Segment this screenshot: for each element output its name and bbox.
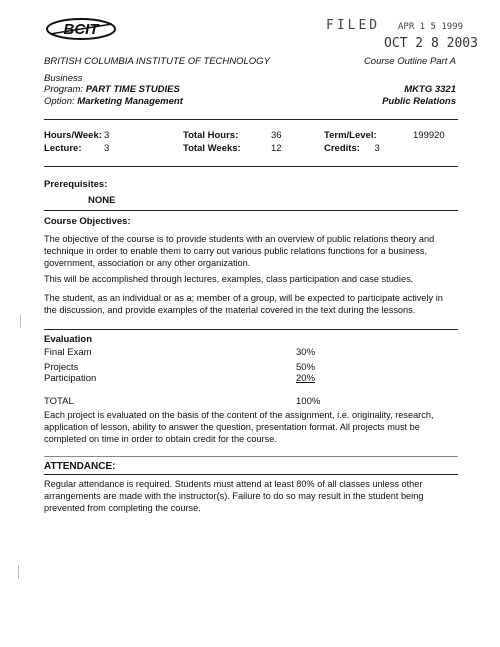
objectives-paragraph-3: The student, as an individual or as a; member of a group, will be expected to participate actively in the discussion, and provide examples of the material covered in the text during the lessons. bbox=[44, 293, 443, 315]
program-label: Program: bbox=[44, 84, 84, 95]
eval-row-total bbox=[44, 396, 344, 407]
program-value: PART TIME STUDIES bbox=[85, 84, 180, 95]
term-value: 199920 bbox=[413, 130, 445, 141]
eval-row-projects bbox=[44, 362, 344, 373]
evaluation-divider bbox=[44, 456, 458, 457]
credits-label: Credits: bbox=[324, 143, 360, 154]
prerequisites-value: NONE bbox=[88, 195, 116, 206]
eval-value: 20% bbox=[296, 373, 316, 384]
objectives-paragraph-2: This will be accomplished through lectures, examples, class participation and case studies. bbox=[44, 274, 414, 284]
term-label: Term/Level: bbox=[324, 130, 377, 141]
attendance-heading: ATTENDANCE: bbox=[44, 461, 116, 472]
filed-date: APR 1 5 1999 bbox=[398, 22, 464, 32]
svg-text:BCIT: BCIT bbox=[63, 21, 99, 38]
option-line bbox=[44, 96, 183, 107]
course-info bbox=[44, 130, 445, 154]
info-divider bbox=[44, 166, 458, 167]
lecture-value: 3 bbox=[104, 143, 110, 154]
eval-row-final-exam bbox=[44, 347, 344, 358]
eval-label: Participation bbox=[44, 373, 97, 384]
option-label: Option: bbox=[44, 96, 75, 107]
total-weeks-value: 12 bbox=[271, 143, 282, 154]
eval-value: 30% bbox=[296, 347, 316, 358]
eval-label: Final Exam bbox=[44, 347, 92, 358]
hours-week-label: Hours/Week: bbox=[44, 130, 102, 141]
header-divider bbox=[44, 119, 458, 120]
evaluation-note: Each project is evaluated on the basis of the content of the assignment, i.e. originality, research, application of lesson, ability to answer the question, presentation format. All projects must be completed on time in order to obtain credit for the course. bbox=[44, 410, 434, 444]
attendance-underline bbox=[44, 474, 458, 475]
scan-mark bbox=[20, 315, 21, 327]
program-line bbox=[44, 84, 180, 95]
attendance-text: Regular attendance is required. Students must attend at least 80% of all classes unless other arrangements are made with the instructor(s). Failure to do so may result in the student being prevented from completing the course. bbox=[44, 479, 424, 513]
hours-week-value: 3 bbox=[104, 130, 110, 141]
institute-name: BRITISH COLUMBIA INSTITUTE OF TECHNOLOGY bbox=[44, 56, 270, 67]
objectives-divider bbox=[44, 329, 458, 330]
prereq-divider bbox=[44, 210, 458, 211]
received-date: OCT 2 8 2003 bbox=[384, 36, 478, 51]
lecture-label: Lecture: bbox=[44, 143, 82, 154]
total-weeks-label: Total Weeks: bbox=[183, 143, 241, 154]
eval-value: 50% bbox=[296, 362, 316, 373]
eval-row-participation bbox=[44, 373, 344, 384]
eval-total-value: 100% bbox=[296, 396, 321, 407]
filed-stamp bbox=[326, 18, 380, 33]
objectives-heading: Course Objectives: bbox=[44, 216, 131, 227]
option-value: Marketing Management bbox=[77, 96, 183, 107]
scan-mark bbox=[18, 565, 19, 579]
bcit-logo bbox=[44, 16, 118, 42]
eval-label: Projects bbox=[44, 362, 79, 373]
course-title: Public Relations bbox=[382, 96, 456, 107]
total-hours-value: 36 bbox=[271, 130, 282, 141]
school-name: Business bbox=[44, 73, 83, 84]
objectives-paragraph-1: The objective of the course is to provide students with an overview of public relations theory and technique in order to enable them to carry out various public relations functions for a business, government, association or any other organization. bbox=[44, 234, 435, 268]
credits-value: 3 bbox=[374, 143, 380, 154]
course-code: MKTG 3321 bbox=[404, 84, 456, 95]
total-hours-label: Total Hours: bbox=[183, 130, 239, 141]
evaluation-heading: Evaluation bbox=[44, 334, 93, 345]
course-outline-label: Course Outline Part A bbox=[363, 56, 456, 67]
filed-label: FILED bbox=[326, 18, 381, 33]
prerequisites-heading: Prerequisites: bbox=[44, 179, 108, 190]
eval-total-label: TOTAL bbox=[44, 396, 74, 407]
